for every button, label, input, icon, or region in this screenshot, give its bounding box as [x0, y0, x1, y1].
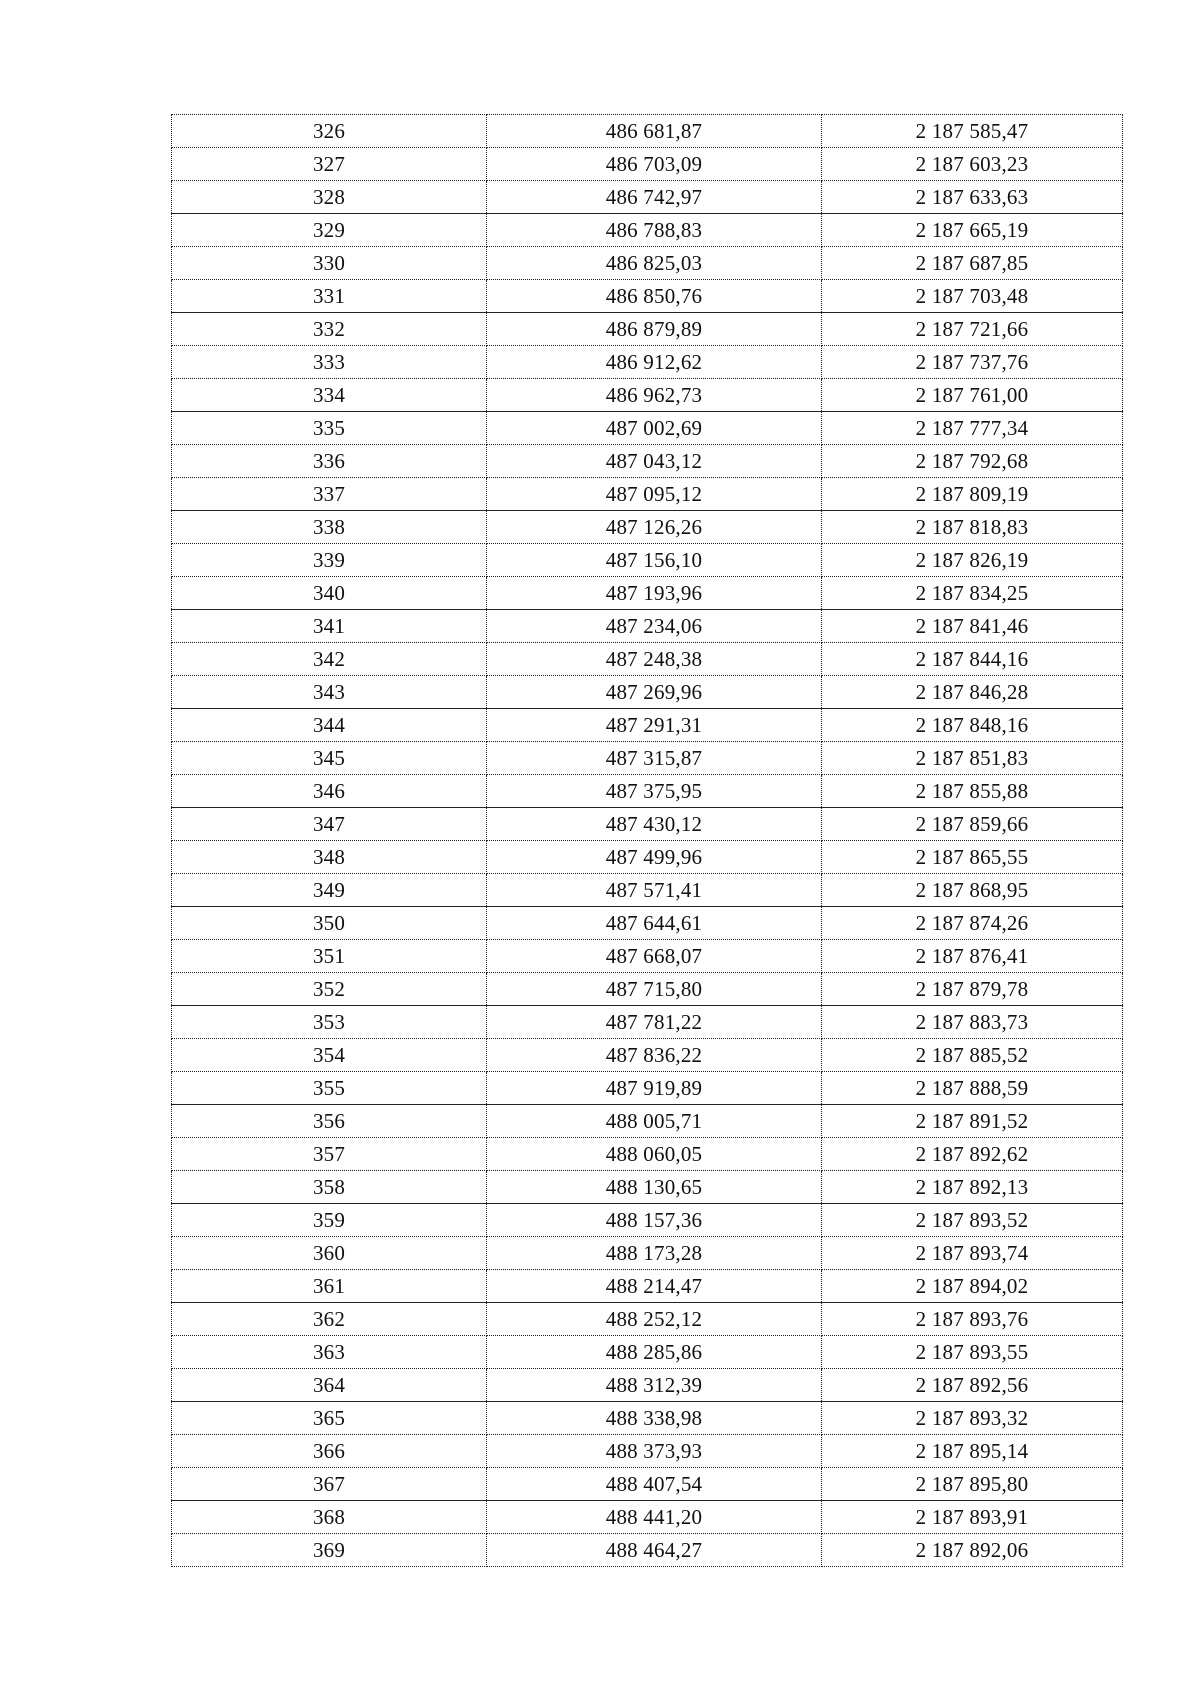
x-coordinate-cell: 488 173,28 [487, 1237, 822, 1270]
point-number-cell: 367 [172, 1468, 487, 1501]
x-coordinate-cell: 487 043,12 [487, 445, 822, 478]
y-coordinate-cell: 2 187 868,95 [822, 874, 1123, 907]
table-row [172, 610, 1123, 643]
point-number-cell: 330 [172, 247, 487, 280]
y-coordinate-cell: 2 187 891,52 [822, 1105, 1123, 1138]
y-coordinate-cell: 2 187 848,16 [822, 709, 1123, 742]
x-coordinate-cell: 487 234,06 [487, 610, 822, 643]
point-number-cell: 331 [172, 280, 487, 313]
point-number-cell: 352 [172, 973, 487, 1006]
x-coordinate-cell: 487 781,22 [487, 1006, 822, 1039]
x-coordinate-cell: 487 836,22 [487, 1039, 822, 1072]
point-number-cell: 337 [172, 478, 487, 511]
y-coordinate-cell: 2 187 892,56 [822, 1369, 1123, 1402]
table-row [172, 1138, 1123, 1171]
table-row [172, 478, 1123, 511]
table-row [172, 1501, 1123, 1534]
table-row [172, 643, 1123, 676]
table-row [172, 676, 1123, 709]
x-coordinate-cell: 488 157,36 [487, 1204, 822, 1237]
x-coordinate-cell: 488 130,65 [487, 1171, 822, 1204]
x-coordinate-cell: 488 312,39 [487, 1369, 822, 1402]
y-coordinate-cell: 2 187 851,83 [822, 742, 1123, 775]
point-number-cell: 361 [172, 1270, 487, 1303]
point-number-cell: 326 [172, 115, 487, 148]
x-coordinate-cell: 486 703,09 [487, 148, 822, 181]
point-number-cell: 362 [172, 1303, 487, 1336]
table-row [172, 1039, 1123, 1072]
coordinates-table [171, 114, 1123, 1567]
table-row [172, 1468, 1123, 1501]
point-number-cell: 351 [172, 940, 487, 973]
y-coordinate-cell: 2 187 894,02 [822, 1270, 1123, 1303]
x-coordinate-cell: 488 464,27 [487, 1534, 822, 1567]
point-number-cell: 338 [172, 511, 487, 544]
table-row [172, 115, 1123, 148]
table-row [172, 445, 1123, 478]
table-row [172, 940, 1123, 973]
table-row [172, 907, 1123, 940]
point-number-cell: 365 [172, 1402, 487, 1435]
point-number-cell: 353 [172, 1006, 487, 1039]
point-number-cell: 359 [172, 1204, 487, 1237]
point-number-cell: 354 [172, 1039, 487, 1072]
x-coordinate-cell: 487 499,96 [487, 841, 822, 874]
y-coordinate-cell: 2 187 874,26 [822, 907, 1123, 940]
point-number-cell: 327 [172, 148, 487, 181]
point-number-cell: 340 [172, 577, 487, 610]
table-row [172, 313, 1123, 346]
x-coordinate-cell: 488 338,98 [487, 1402, 822, 1435]
x-coordinate-cell: 487 919,89 [487, 1072, 822, 1105]
y-coordinate-cell: 2 187 844,16 [822, 643, 1123, 676]
point-number-cell: 335 [172, 412, 487, 445]
table-row [172, 808, 1123, 841]
y-coordinate-cell: 2 187 818,83 [822, 511, 1123, 544]
point-number-cell: 350 [172, 907, 487, 940]
point-number-cell: 344 [172, 709, 487, 742]
point-number-cell: 366 [172, 1435, 487, 1468]
table-row [172, 511, 1123, 544]
x-coordinate-cell: 486 912,62 [487, 346, 822, 379]
table-row [172, 577, 1123, 610]
x-coordinate-cell: 488 441,20 [487, 1501, 822, 1534]
y-coordinate-cell: 2 187 846,28 [822, 676, 1123, 709]
x-coordinate-cell: 486 788,83 [487, 214, 822, 247]
point-number-cell: 358 [172, 1171, 487, 1204]
table-row [172, 742, 1123, 775]
y-coordinate-cell: 2 187 855,88 [822, 775, 1123, 808]
x-coordinate-cell: 487 715,80 [487, 973, 822, 1006]
y-coordinate-cell: 2 187 876,41 [822, 940, 1123, 973]
y-coordinate-cell: 2 187 879,78 [822, 973, 1123, 1006]
point-number-cell: 334 [172, 379, 487, 412]
x-coordinate-cell: 487 193,96 [487, 577, 822, 610]
y-coordinate-cell: 2 187 633,63 [822, 181, 1123, 214]
point-number-cell: 346 [172, 775, 487, 808]
table-row [172, 1534, 1123, 1567]
table-row [172, 1270, 1123, 1303]
point-number-cell: 345 [172, 742, 487, 775]
y-coordinate-cell: 2 187 893,76 [822, 1303, 1123, 1336]
y-coordinate-cell: 2 187 892,13 [822, 1171, 1123, 1204]
table-row [172, 841, 1123, 874]
x-coordinate-cell: 488 373,93 [487, 1435, 822, 1468]
coordinates-table-body [172, 115, 1123, 1567]
x-coordinate-cell: 487 248,38 [487, 643, 822, 676]
point-number-cell: 360 [172, 1237, 487, 1270]
point-number-cell: 341 [172, 610, 487, 643]
y-coordinate-cell: 2 187 893,32 [822, 1402, 1123, 1435]
y-coordinate-cell: 2 187 865,55 [822, 841, 1123, 874]
x-coordinate-cell: 488 407,54 [487, 1468, 822, 1501]
y-coordinate-cell: 2 187 777,34 [822, 412, 1123, 445]
point-number-cell: 363 [172, 1336, 487, 1369]
x-coordinate-cell: 487 269,96 [487, 676, 822, 709]
y-coordinate-cell: 2 187 859,66 [822, 808, 1123, 841]
point-number-cell: 333 [172, 346, 487, 379]
y-coordinate-cell: 2 187 895,14 [822, 1435, 1123, 1468]
x-coordinate-cell: 486 850,76 [487, 280, 822, 313]
point-number-cell: 368 [172, 1501, 487, 1534]
table-row [172, 1105, 1123, 1138]
table-row [172, 247, 1123, 280]
x-coordinate-cell: 487 315,87 [487, 742, 822, 775]
x-coordinate-cell: 486 962,73 [487, 379, 822, 412]
y-coordinate-cell: 2 187 885,52 [822, 1039, 1123, 1072]
point-number-cell: 336 [172, 445, 487, 478]
y-coordinate-cell: 2 187 841,46 [822, 610, 1123, 643]
point-number-cell: 332 [172, 313, 487, 346]
y-coordinate-cell: 2 187 883,73 [822, 1006, 1123, 1039]
x-coordinate-cell: 487 430,12 [487, 808, 822, 841]
y-coordinate-cell: 2 187 893,55 [822, 1336, 1123, 1369]
table-row [172, 214, 1123, 247]
point-number-cell: 364 [172, 1369, 487, 1402]
table-row [172, 346, 1123, 379]
point-number-cell: 329 [172, 214, 487, 247]
y-coordinate-cell: 2 187 687,85 [822, 247, 1123, 280]
x-coordinate-cell: 487 644,61 [487, 907, 822, 940]
y-coordinate-cell: 2 187 761,00 [822, 379, 1123, 412]
y-coordinate-cell: 2 187 826,19 [822, 544, 1123, 577]
table-row [172, 544, 1123, 577]
table-row [172, 1303, 1123, 1336]
y-coordinate-cell: 2 187 703,48 [822, 280, 1123, 313]
table-row [172, 1171, 1123, 1204]
x-coordinate-cell: 488 060,05 [487, 1138, 822, 1171]
x-coordinate-cell: 487 571,41 [487, 874, 822, 907]
y-coordinate-cell: 2 187 792,68 [822, 445, 1123, 478]
point-number-cell: 339 [172, 544, 487, 577]
table-row [172, 973, 1123, 1006]
y-coordinate-cell: 2 187 895,80 [822, 1468, 1123, 1501]
x-coordinate-cell: 488 285,86 [487, 1336, 822, 1369]
point-number-cell: 328 [172, 181, 487, 214]
y-coordinate-cell: 2 187 737,76 [822, 346, 1123, 379]
table-row [172, 1072, 1123, 1105]
point-number-cell: 348 [172, 841, 487, 874]
table-row [172, 1402, 1123, 1435]
y-coordinate-cell: 2 187 721,66 [822, 313, 1123, 346]
y-coordinate-cell: 2 187 603,23 [822, 148, 1123, 181]
x-coordinate-cell: 488 005,71 [487, 1105, 822, 1138]
point-number-cell: 357 [172, 1138, 487, 1171]
point-number-cell: 342 [172, 643, 487, 676]
table-row [172, 709, 1123, 742]
y-coordinate-cell: 2 187 809,19 [822, 478, 1123, 511]
y-coordinate-cell: 2 187 585,47 [822, 115, 1123, 148]
table-row [172, 1006, 1123, 1039]
x-coordinate-cell: 487 291,31 [487, 709, 822, 742]
x-coordinate-cell: 486 825,03 [487, 247, 822, 280]
table-row [172, 1435, 1123, 1468]
x-coordinate-cell: 487 156,10 [487, 544, 822, 577]
table-row [172, 1336, 1123, 1369]
x-coordinate-cell: 486 879,89 [487, 313, 822, 346]
y-coordinate-cell: 2 187 665,19 [822, 214, 1123, 247]
y-coordinate-cell: 2 187 834,25 [822, 577, 1123, 610]
table-row [172, 874, 1123, 907]
point-number-cell: 349 [172, 874, 487, 907]
x-coordinate-cell: 487 668,07 [487, 940, 822, 973]
x-coordinate-cell: 487 375,95 [487, 775, 822, 808]
point-number-cell: 369 [172, 1534, 487, 1567]
y-coordinate-cell: 2 187 888,59 [822, 1072, 1123, 1105]
table-row [172, 412, 1123, 445]
x-coordinate-cell: 487 095,12 [487, 478, 822, 511]
table-row [172, 1237, 1123, 1270]
table-row [172, 1204, 1123, 1237]
x-coordinate-cell: 487 126,26 [487, 511, 822, 544]
table-row [172, 280, 1123, 313]
x-coordinate-cell: 488 252,12 [487, 1303, 822, 1336]
y-coordinate-cell: 2 187 893,74 [822, 1237, 1123, 1270]
table-row [172, 775, 1123, 808]
table-row [172, 1369, 1123, 1402]
point-number-cell: 355 [172, 1072, 487, 1105]
y-coordinate-cell: 2 187 893,52 [822, 1204, 1123, 1237]
y-coordinate-cell: 2 187 892,62 [822, 1138, 1123, 1171]
table-row [172, 148, 1123, 181]
x-coordinate-cell: 487 002,69 [487, 412, 822, 445]
point-number-cell: 347 [172, 808, 487, 841]
point-number-cell: 343 [172, 676, 487, 709]
table-row [172, 379, 1123, 412]
table-row [172, 181, 1123, 214]
point-number-cell: 356 [172, 1105, 487, 1138]
x-coordinate-cell: 488 214,47 [487, 1270, 822, 1303]
x-coordinate-cell: 486 742,97 [487, 181, 822, 214]
y-coordinate-cell: 2 187 893,91 [822, 1501, 1123, 1534]
y-coordinate-cell: 2 187 892,06 [822, 1534, 1123, 1567]
x-coordinate-cell: 486 681,87 [487, 115, 822, 148]
